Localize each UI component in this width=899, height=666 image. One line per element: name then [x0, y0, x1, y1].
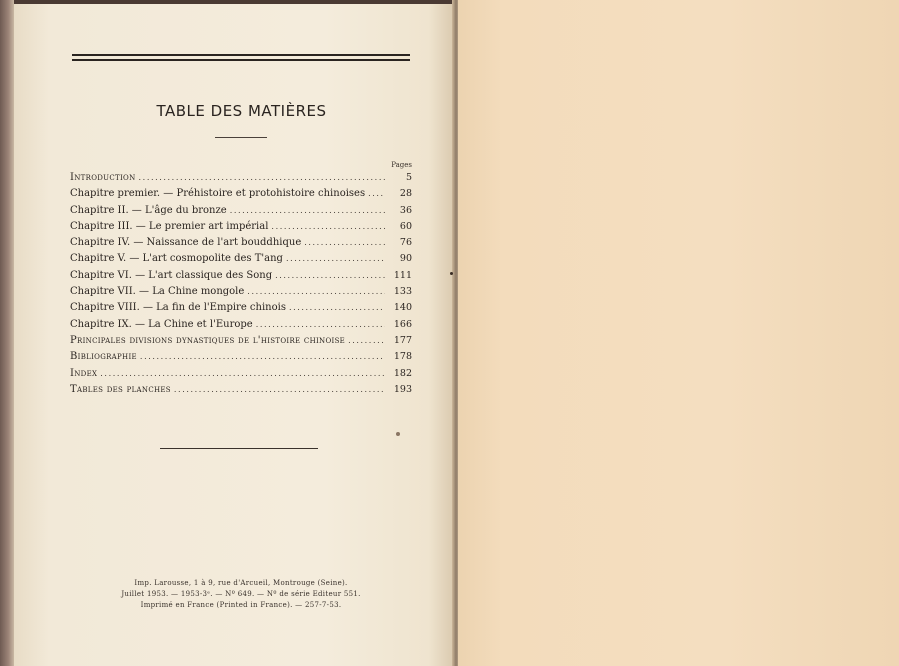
toc-entry — [70, 333, 412, 349]
toc-entry-page: 5 — [405, 172, 412, 183]
paper-speck — [450, 272, 453, 275]
toc-entry-label: Tables des planches — [70, 383, 171, 395]
toc-entry-page: 28 — [399, 188, 412, 200]
toc-entry-page: 177 — [393, 334, 412, 346]
toc-entry-page: 193 — [393, 383, 412, 395]
toc-entry-page: 140 — [393, 302, 412, 314]
toc-entry-page: 166 — [393, 318, 412, 330]
title-underline — [215, 137, 267, 138]
toc-entry-label: Bibliographie — [70, 351, 137, 363]
toc-list — [70, 170, 412, 398]
toc-entry — [70, 349, 412, 365]
toc-title: TABLE DES MATIÈRES — [156, 102, 327, 120]
dot-leader — [100, 366, 385, 382]
toc-entry-page: 90 — [399, 253, 412, 265]
section-divider — [160, 448, 318, 449]
toc-entry-page: 76 — [399, 237, 412, 249]
toc-entry-page: 60 — [399, 220, 412, 232]
toc-entry — [70, 284, 412, 300]
dot-leader — [348, 333, 385, 349]
imprint-line: Juillet 1953. — 1953-3ᵉ. — Nº 649. — Nº de série Editeur 551. — [121, 590, 361, 598]
toc-entry-page: 133 — [393, 286, 412, 298]
toc-entry — [70, 219, 412, 235]
toc-entry-label: Index — [70, 367, 98, 379]
toc-entry — [70, 235, 412, 251]
paper-speck — [396, 432, 400, 436]
dot-leader — [247, 284, 385, 300]
toc-entry — [70, 203, 412, 219]
toc-entry-label: Chapitre IV. — Naissance de l'art bouddhique — [70, 237, 302, 249]
toc-entry — [70, 317, 412, 333]
toc-entry — [70, 268, 412, 284]
toc-entry-page: 111 — [393, 269, 412, 281]
toc-entry — [70, 251, 412, 267]
dot-leader — [286, 251, 385, 267]
toc-entry-label: Chapitre V. — L'art cosmopolite des T'ang — [70, 253, 283, 265]
book-edge — [0, 0, 14, 666]
dot-leader — [140, 349, 385, 365]
toc-entry-label: Principales divisions dynastiques de l'histoire chinoise — [70, 334, 346, 346]
toc-entry-label: Introduction — [70, 172, 136, 183]
dot-leader — [174, 382, 385, 398]
dot-leader — [275, 268, 385, 284]
pages-column-label: Pages — [391, 161, 412, 169]
toc-entry-page: 178 — [393, 351, 412, 363]
dot-leader — [271, 219, 385, 235]
toc-entry — [70, 186, 412, 202]
toc-entry-label: Chapitre VIII. — La fin de l'Empire chinois — [70, 302, 286, 314]
dot-leader — [289, 300, 385, 316]
toc-entry — [70, 300, 412, 316]
imprint-line: Imp. Larousse, 1 à 9, rue d'Arcueil, Montrouge (Seine). — [134, 579, 348, 587]
toc-entry-label: Chapitre VII. — La Chine mongole — [70, 286, 245, 298]
dot-leader — [139, 170, 385, 186]
toc-entry — [70, 170, 412, 186]
imprint-line: Imprimé en France (Printed in France). — 257-7-53. — [140, 601, 342, 609]
dot-leader — [230, 203, 385, 219]
dot-leader — [368, 186, 385, 202]
toc-entry-page: 36 — [399, 204, 412, 216]
dot-leader — [304, 235, 385, 251]
toc-entry-label: Chapitre III. — Le premier art impérial — [70, 220, 269, 232]
toc-entry-label: Chapitre IX. — La Chine et l'Europe — [70, 318, 253, 330]
dot-leader — [256, 317, 385, 333]
toc-entry — [70, 366, 412, 382]
toc-entry-label: Chapitre premier. — Préhistoire et protohistoire chinoises — [70, 188, 366, 200]
right-page-blank — [458, 0, 899, 666]
toc-entry — [70, 382, 412, 398]
toc-entry-page: 182 — [393, 367, 412, 379]
header-double-rule — [72, 54, 410, 61]
printer-imprint — [60, 578, 422, 611]
toc-entry-label: Chapitre II. — L'âge du bronze — [70, 204, 227, 216]
toc-entry-label: Chapitre VI. — L'art classique des Song — [70, 269, 273, 281]
